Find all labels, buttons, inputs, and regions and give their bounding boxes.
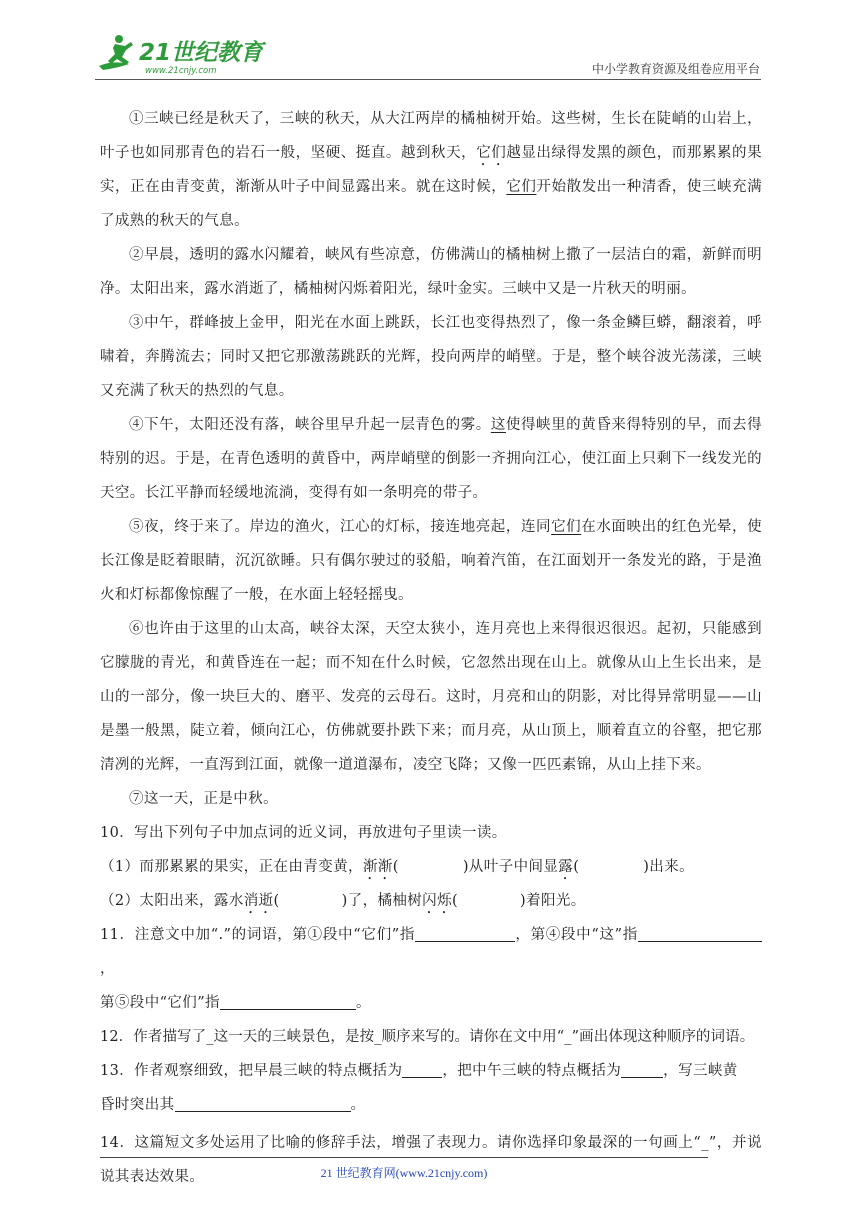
running-figure-icon bbox=[99, 35, 133, 70]
answer-blank[interactable] bbox=[402, 1061, 442, 1078]
platform-name: 中小学教育资源及组卷应用平台 bbox=[591, 62, 760, 76]
question-10-stem: 10．写出下列句子中加点词的近义词，再放进句子里读一读。 bbox=[100, 825, 507, 841]
underlined-word: 它们 bbox=[551, 519, 582, 535]
dotted-word: 消逝 bbox=[243, 893, 274, 909]
page-header bbox=[95, 30, 760, 80]
dotted-word: 露 bbox=[558, 859, 574, 875]
answer-blank[interactable] bbox=[621, 1061, 663, 1078]
logo-21cnjy bbox=[95, 30, 275, 78]
footer-divider bbox=[100, 1157, 708, 1158]
logo-url: www.21cnjy.com bbox=[145, 66, 217, 76]
answer-blank[interactable] bbox=[175, 1095, 351, 1112]
question-10-item-1: （1）而那累累的果实，正在由青变黄，渐渐( )从叶子中间显露( )出来。 bbox=[100, 859, 695, 875]
passage-paragraph-7: ⑦这一天，正是中秋。 bbox=[129, 791, 278, 807]
underlined-word: 这 bbox=[490, 417, 506, 433]
passage-paragraph-2: ②早晨，透明的露水闪耀着，峡风有些凉意，仿佛满山的橘柚树上撒了一层洁白的霜，新鲜而明净。太阳出来，露水消逝了，橘柚树闪烁着阳光，绿叶金实。三峡中又是一片秋天的明丽。 bbox=[100, 247, 762, 297]
dotted-word: 它们 bbox=[476, 145, 507, 161]
underlined-word: 它们 bbox=[506, 179, 537, 195]
question-11: 11．注意文中加“.”的词语，第①段中“它们”指 ，第④段中“这”指， 第⑤段中“它们”指 。 bbox=[100, 918, 762, 1020]
passage-paragraph-6: ⑥也许由于这里的山太高，峡谷太深，天空太狭小，连月亮也上来得很迟很迟。起初，只能感到它朦胧的青光，和黄昏连在一起；而不知在什么时候，它忽然出现在山上。就像从山上生长出来，是山的一部分，像一块巨大的、磨平、发亮的云母石。这时，月亮和山的阴影，对比得异常明显——山是墨一般黑，陡立着，倾向江心，仿佛就要扑跌下来；而月亮，从山顶上，顺着直立的谷壑，把它那清冽的光辉，一直泻到江面，就像一道道瀑布，凌空飞降；又像一匹匹素锦，从山上挂下来。 bbox=[100, 621, 762, 773]
question-12: 12．作者描写了_这一天的三峡景色，是按_顺序来写的。请你在文中用“_”画出体现这种顺序的词语。 bbox=[100, 1029, 755, 1045]
question-10-item-2: （2）太阳出来，露水消逝( )了，橘柚树闪烁( )着阳光。 bbox=[100, 893, 586, 909]
footer-link[interactable]: 21 世纪教育网(www.21cnjy.com) bbox=[320, 1166, 488, 1180]
passage-paragraph-3: ③中午，群峰披上金甲，阳光在水面上跳跃，长江也变得热烈了，像一条金鳞巨蟒，翻滚着，呼啸着，奔腾流去；同时又把它那激荡跳跃的光辉，投向两岸的峭壁。于是，整个峡谷波光荡漾，三峡又充满了秋天的热烈的气息。 bbox=[100, 315, 762, 399]
header-divider bbox=[95, 79, 761, 80]
passage-paragraph-5: ⑤夜，终于来了。岸边的渔火，江心的灯标，接连地亮起，连同它们在水面映出的红色光晕，使长江像是眨着眼睛，沉沉欲睡。只有偶尔驶过的驳船，响着汽笛，在江面划开一条发光的路，于是渔火和灯标都像惊醒了一般，在水面上轻轻摇曳。 bbox=[100, 519, 762, 603]
question-13: 13．作者观察细致，把早晨三峡的特点概括为 ，把中午三峡的特点概括为 ，写三峡黄 昏时突出其 。 bbox=[100, 1063, 738, 1113]
document-body bbox=[100, 102, 762, 1194]
passage-paragraph-1: ①三峡已经是秋天了，三峡的秋天，从大江两岸的橘柚树开始。这些树，生长在陡峭的山岩上，叶子也如同那青色的岩石一般，坚硬、挺直。越到秋天，它们越显出绿得发黑的颜色，而那累累的果实，正在由青变黄，渐渐从叶子中间显露出来。就在这时候，它们开始散发出一种清香，使三峡充满了成熟的秋天的气息。 bbox=[100, 111, 762, 229]
answer-blank[interactable] bbox=[220, 993, 356, 1010]
passage-paragraph-4: ④下午，太阳还没有落，峡谷里早升起一层青色的雾。这使得峡里的黄昏来得特别的早，而去得特别的迟。于是，在青色透明的黄昏中，两岸峭壁的倒影一齐拥向江心，使江面上只剩下一线发光的天空。长江平静而轻缓地流淌，变得有如一条明亮的带子。 bbox=[100, 417, 762, 501]
question-14: 14．这篇短文多处运用了比喻的修辞手法，增强了表现力。请你选择印象最深的一句画上“_”，并说说其表达效果。 bbox=[100, 1135, 762, 1185]
dotted-word: 渐渐 bbox=[362, 859, 393, 875]
logo-text: 21世纪教育 bbox=[139, 40, 264, 66]
answer-blank[interactable] bbox=[415, 925, 515, 942]
answer-blank[interactable] bbox=[638, 925, 762, 942]
dotted-word: 闪烁 bbox=[422, 893, 452, 909]
